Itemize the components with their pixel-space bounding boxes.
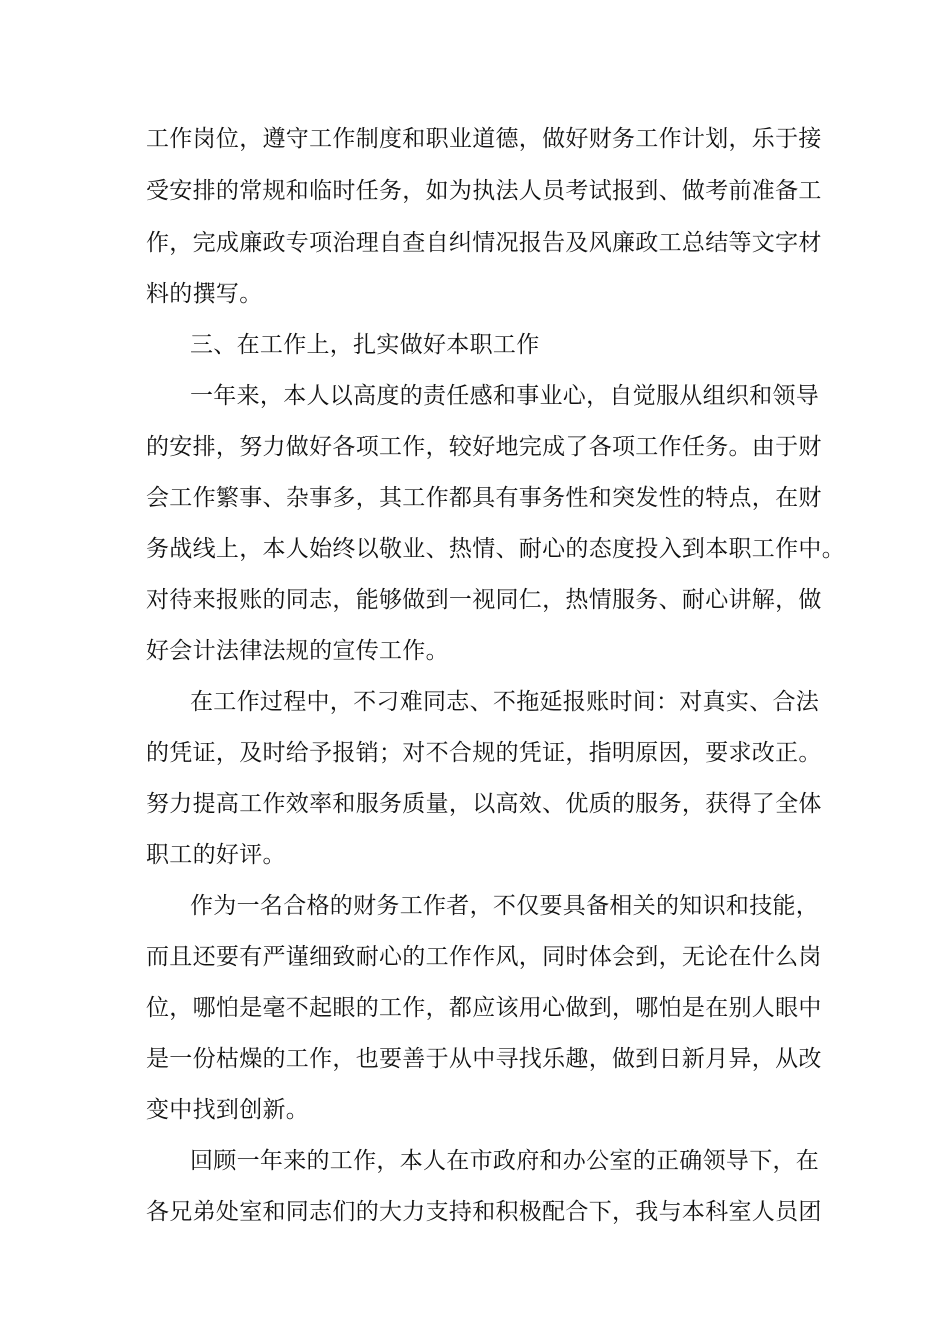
text-line: 在工作过程中，不刁难同志、不拖延报账时间：对真实、合法: [190, 689, 820, 715]
text-line: 会工作繁事、杂事多，其工作都具有事务性和突发性的特点，在财: [146, 485, 822, 511]
text-line: 回顾一年来的工作，本人在市政府和办公室的正确领导下，在: [190, 1148, 820, 1174]
text-line: 变中找到创新。: [146, 1097, 310, 1123]
text-line: 各兄弟处室和同志们的大力支持和积极配合下，我与本科室人员团: [146, 1199, 822, 1225]
text-line: 料的撰写。: [146, 281, 263, 307]
text-line: 位，哪怕是毫不起眼的工作，都应该用心做到，哪怕是在别人眼中: [146, 995, 822, 1021]
text-line: 务战线上，本人始终以敬业、热情、耐心的态度投入到本职工作中。: [146, 536, 845, 562]
text-line: 对待来报账的同志，能够做到一视同仁，热情服务、耐心讲解，做: [146, 587, 822, 613]
text-line: 受安排的常规和临时任务，如为执法人员考试报到、做考前准备工: [146, 178, 822, 204]
text-line: 一年来，本人以高度的责任感和事业心，自觉服从组织和领导: [190, 383, 820, 409]
text-line: 作，完成廉政专项治理自查自纠情况报告及风廉政工总结等文字材: [146, 230, 822, 256]
text-line: 作为一名合格的财务工作者，不仅要具备相关的知识和技能，: [190, 893, 820, 919]
text-line: 职工的好评。: [146, 842, 286, 868]
section-heading: 三、在工作上，扎实做好本职工作: [190, 332, 540, 358]
text-line: 的安排，努力做好各项工作，较好地完成了各项工作任务。由于财: [146, 434, 822, 460]
text-line: 是一份枯燥的工作，也要善于从中寻找乐趣，做到日新月异，从改: [146, 1046, 822, 1072]
text-line: 的凭证，及时给予报销；对不合规的凭证，指明原因，要求改正。: [146, 740, 822, 766]
text-line: 好会计法律法规的宣传工作。: [146, 638, 449, 664]
text-line: 工作岗位，遵守工作制度和职业道德，做好财务工作计划，乐于接: [146, 126, 822, 152]
text-line: 而且还要有严谨细致耐心的工作作风，同时体会到，无论在什么岗: [146, 944, 822, 970]
text-line: 努力提高工作效率和服务质量，以高效、优质的服务，获得了全体: [146, 791, 822, 817]
